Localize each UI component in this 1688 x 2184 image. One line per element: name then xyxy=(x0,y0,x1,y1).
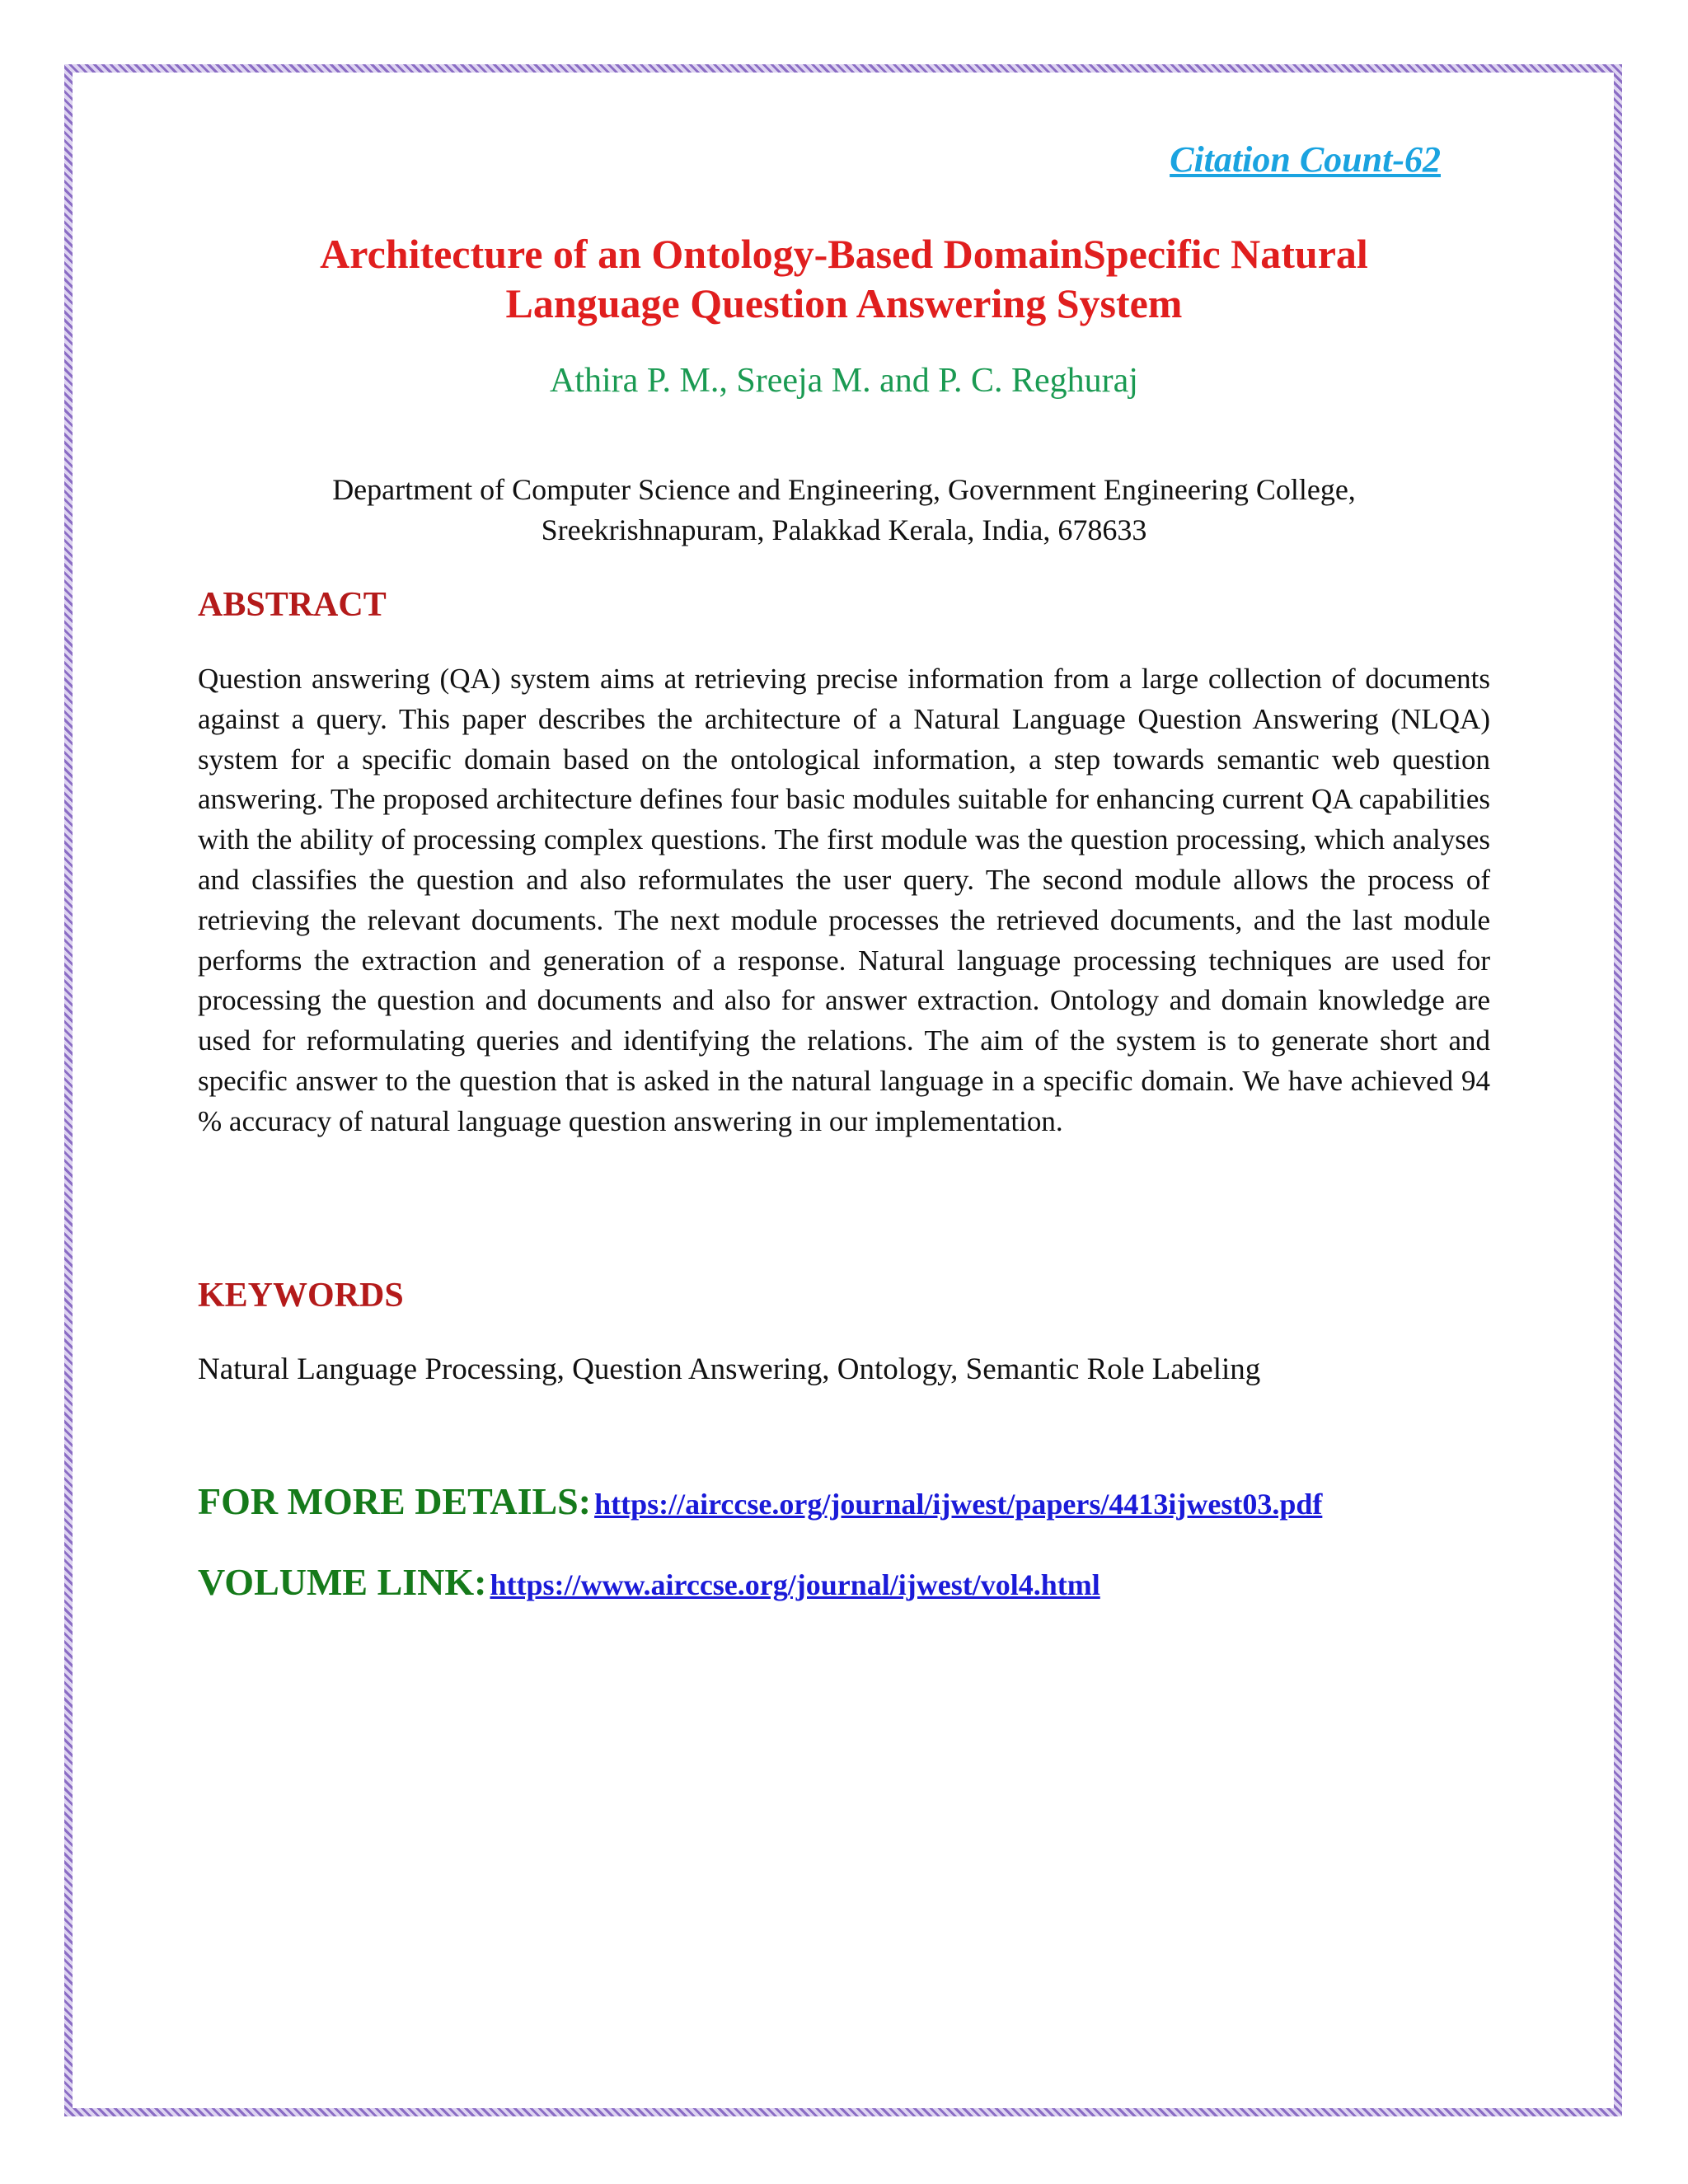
volume-link-label: VOLUME LINK: xyxy=(198,1561,487,1603)
abstract-text: Question answering (QA) system aims at retrieving precise information from a large collection of documents against a query. This paper describes the architecture of a Natural Language Question Answering (NLQA) system for a specific domain based on the ontological information, a step towards semantic web question answering. The proposed architecture defines four basic modules suitable for enhancing current QA capabilities with the ability of processing complex questions. The first module was the question processing, which analyses and classifies the question and also reformulates the user query. The second module allows the process of retrieving the relevant documents. The next module processes the retrieved documents, and the last module performs the extraction and generation of a response. Natural language processing techniques are used for processing the question and documents and also for answer extraction. Ontology and domain knowledge are used for reformulating queries and identifying the relations. The aim of the system is to generate short and specific answer to the question that is asked in the natural language in a specific domain. We have achieved 94 % accuracy of natural language question answering in our implementation. xyxy=(198,663,1490,1137)
keywords-text: Natural Language Processing, Question Answering, Ontology, Semantic Role Labeling xyxy=(198,1352,1261,1386)
author-affiliation xyxy=(198,470,1490,551)
more-details-row xyxy=(198,1479,1322,1523)
volume-link[interactable]: https://www.airccse.org/journal/ijwest/vol4.html xyxy=(490,1568,1100,1601)
affiliation-line-2: Sreekrishnapuram, Palakkad Kerala, India, 678633 xyxy=(541,513,1147,546)
paper-title xyxy=(198,229,1490,328)
volume-link-row xyxy=(198,1560,1100,1604)
title-line-1: Architecture of an Ontology-Based DomainSpecific Natural xyxy=(320,231,1368,277)
abstract-heading: ABSTRACT xyxy=(198,586,387,624)
affiliation-line-1: Department of Computer Science and Engineering, Government Engineering College, xyxy=(332,473,1356,506)
more-details-link[interactable]: https://airccse.org/journal/ijwest/papers/4413ijwest03.pdf xyxy=(594,1488,1323,1521)
keywords-heading: KEYWORDS xyxy=(198,1277,404,1315)
title-line-2: Language Question Answering System xyxy=(505,280,1183,326)
paper-authors: Athira P. M., Sreeja M. and P. C. Reghuraj xyxy=(550,362,1138,400)
citation-count-link[interactable]: Citation Count-62 xyxy=(1170,139,1441,180)
more-details-label: FOR MORE DETAILS: xyxy=(198,1480,592,1522)
